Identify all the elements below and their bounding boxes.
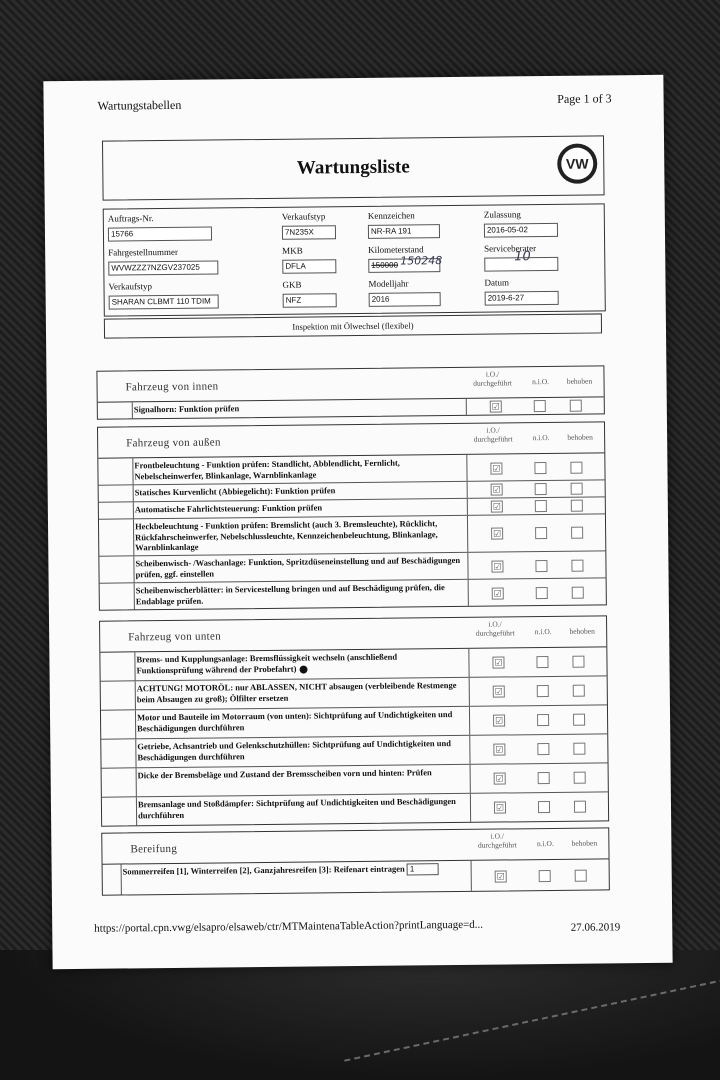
km-label: Kilometerstand xyxy=(368,244,424,255)
io-checkbox[interactable]: ☑ xyxy=(495,744,504,755)
io-checkbox[interactable]: ☑ xyxy=(492,501,501,512)
datum-field[interactable]: 2019-6-27 xyxy=(485,291,559,306)
col-behoben-header: behoben xyxy=(566,376,593,386)
col-io-header: i.O./ durchgeführt xyxy=(473,425,513,444)
modelljahr-field[interactable]: 2016 xyxy=(369,292,441,307)
gkb-field[interactable]: NFZ xyxy=(283,293,337,308)
zulassung-field[interactable]: 2016-05-02 xyxy=(484,223,558,238)
io-checkbox[interactable]: ☑ xyxy=(496,871,505,882)
nio-checkbox[interactable] xyxy=(535,527,547,539)
footer-url: https://portal.cpn.vwg/elsapro/elsaweb/ctr/MTMaintenaTableAction?printLanguage=d... xyxy=(94,918,484,935)
table-row: Bremsanlage und Stoßdämpfer: Sichtprüfung auf Undichtigkeiten und Beschädigungen durchführen ☑ xyxy=(102,792,608,825)
io-checkbox[interactable]: ☑ xyxy=(493,588,502,599)
header-left: Wartungstabellen xyxy=(97,97,182,113)
kennzeichen-field[interactable]: NR-RA 191 xyxy=(368,224,440,239)
col-nio-header: n.i.O. xyxy=(534,626,552,637)
section-underbody xyxy=(99,615,609,826)
section-tires xyxy=(101,827,610,895)
table-row: Sommerreifen [1], Winterreifen [2], Ganzjahresreifen [3]: Reifenart eintragen 1 ☑ xyxy=(103,859,609,894)
datum-label: Datum xyxy=(484,277,510,288)
behoben-checkbox[interactable] xyxy=(573,743,585,755)
fahrgestell-label: Fahrgestellnummer xyxy=(108,246,179,258)
section-exterior xyxy=(97,421,607,610)
nio-checkbox[interactable] xyxy=(536,587,548,599)
tire-type-input[interactable]: 1 xyxy=(407,863,439,875)
nio-checkbox[interactable] xyxy=(537,714,549,726)
footer-date: 27.06.2019 xyxy=(570,921,621,934)
fahrgestell-field[interactable]: WVWZZZ7NZGV237025 xyxy=(108,260,218,275)
page-title: Wartungsliste xyxy=(296,156,410,179)
table-row: Motor und Bauteile im Motorraum (von unten): Sichtprüfung auf Undichtigkeiten und Beschädigungen durchführen ☑ xyxy=(101,705,607,739)
behoben-checkbox[interactable] xyxy=(571,560,583,572)
table-row: Statisches Kurvenlicht (Abbiegelicht): Funktion prüfen ☑ xyxy=(99,480,605,502)
behoben-checkbox[interactable] xyxy=(573,714,585,726)
behoben-checkbox[interactable] xyxy=(572,587,584,599)
io-checkbox[interactable]: ☑ xyxy=(495,773,504,784)
behoben-checkbox[interactable] xyxy=(570,400,582,412)
io-checkbox[interactable]: ☑ xyxy=(494,715,504,726)
col-nio-header: n.i.O. xyxy=(532,376,550,387)
behoben-checkbox[interactable] xyxy=(571,500,583,512)
io-checkbox[interactable]: ☑ xyxy=(494,686,503,697)
km-field[interactable]: 150000 xyxy=(368,258,440,273)
car-seat-background xyxy=(0,950,720,1080)
nio-checkbox[interactable] xyxy=(534,462,546,474)
kennzeichen-label: Kennzeichen xyxy=(367,210,415,221)
behoben-checkbox[interactable] xyxy=(574,801,586,813)
vw-logo-icon: VW xyxy=(557,143,597,183)
behoben-checkbox[interactable] xyxy=(574,772,586,784)
behoben-checkbox[interactable] xyxy=(571,527,583,539)
nio-checkbox[interactable] xyxy=(538,801,550,813)
nio-checkbox[interactable] xyxy=(535,483,547,495)
io-checkbox[interactable]: ☑ xyxy=(491,401,500,412)
col-behoben-header: behoben xyxy=(571,838,598,848)
table-row: Getriebe, Achsantrieb und Gelenkschutzhüllen: Sichtprüfung auf Undichtigkeiten und Beschädigungen durchführen ☑ xyxy=(101,734,607,768)
table-row: Signalhorn: Funktion prüfen ☑ xyxy=(98,397,604,418)
behoben-checkbox[interactable] xyxy=(571,483,583,495)
mkb-field[interactable]: DFLA xyxy=(282,259,336,274)
behoben-checkbox[interactable] xyxy=(570,462,582,474)
gkb-label: GKB xyxy=(282,279,302,290)
nio-checkbox[interactable] xyxy=(538,772,550,784)
serviceberater-handwritten: 10 xyxy=(514,249,531,265)
col-nio-header: n.i.O. xyxy=(532,432,550,443)
nio-checkbox[interactable] xyxy=(535,500,547,512)
table-row: Automatische Fahrlichtsteuerung: Funktion prüfen ☑ xyxy=(99,497,605,519)
section-title: Bereifung xyxy=(130,842,178,856)
io-checkbox[interactable]: ☑ xyxy=(493,561,502,572)
section-title: Fahrzeug von innen xyxy=(125,380,219,394)
table-row: Scheibenwisch- /Waschanlage: Funktion, Spritzdüseneinstellung und auf Beschädigungen prüfen, ggf. einstellen ☑ xyxy=(99,551,605,583)
table-row: Heckbeleuchtung - Funktion prüfen: Bremslicht (auch 3. Bremsleuchte), Rücklicht, Rückfahrscheinwerfer, Nebelschlussleuchte, Kennzeichenbeleuchtung, Blinkanlage, Warnblinkanlage ☑ xyxy=(99,514,605,556)
nio-checkbox[interactable] xyxy=(539,870,551,882)
auftrags-nr-label: Auftrags-Nr. xyxy=(107,213,154,224)
title-box xyxy=(102,135,605,200)
behoben-checkbox[interactable] xyxy=(573,685,585,697)
inspection-type: Inspektion mit Ölwechsel (flexibel) xyxy=(104,313,602,338)
nio-checkbox[interactable] xyxy=(537,685,549,697)
behoben-checkbox[interactable] xyxy=(572,656,584,668)
nio-checkbox[interactable] xyxy=(535,560,547,572)
nio-checkbox[interactable] xyxy=(536,656,548,668)
page-indicator: Page 1 of 3 xyxy=(557,91,612,106)
io-checkbox[interactable]: ☑ xyxy=(495,802,505,813)
section-interior xyxy=(96,365,604,419)
verkaufstyp-field[interactable]: 7N235X xyxy=(282,225,336,240)
maintenance-sheet xyxy=(43,75,672,969)
col-io-header: i.O./ durchgeführt xyxy=(477,831,517,850)
table-row: Dicke der Bremsbeläge und Zustand der Bremsscheiben vorn und hinten: Prüfen ☑ xyxy=(102,763,608,797)
col-behoben-header: behoben xyxy=(569,626,595,636)
serviceberater-label: Serviceberater xyxy=(484,243,537,254)
km-handwritten: 150248 xyxy=(400,254,443,268)
io-checkbox[interactable]: ☑ xyxy=(492,484,501,495)
col-nio-header: n.i.O. xyxy=(536,838,554,849)
mkb-label: MKB xyxy=(282,245,303,256)
table-row: Brems- und Kupplungsanlage: Bremsflüssigkeit wechseln (anschließend Funktionsprüfung während der Probefahrt) ☑ xyxy=(100,647,606,681)
verkaufstyp-label: Verkaufstyp xyxy=(281,211,326,222)
table-row: ACHTUNG! MOTORÖL: nur ABLASSEN, NICHT absaugen (verbleibende Restmenge beim Absaugen zu groß); Ölfilter ersetzen ☑ xyxy=(101,676,607,710)
modelljahr-label: Modelljahr xyxy=(368,278,409,289)
io-checkbox[interactable]: ☑ xyxy=(493,528,502,539)
verkaufstyp2-label: Verkaufstyp xyxy=(108,281,153,292)
nio-checkbox[interactable] xyxy=(537,743,549,755)
behoben-checkbox[interactable] xyxy=(575,870,587,882)
io-checkbox[interactable]: ☑ xyxy=(492,463,501,474)
col-io-header: i.O./ durchgeführt xyxy=(475,619,515,638)
table-row: Scheibenwischerblätter: in Servicestellung bringen und auf Beschädigung prüfen, die Endablage prüfen. ☑ xyxy=(100,578,606,609)
info-dot-icon xyxy=(299,665,307,673)
col-io-header: i.O./ durchgeführt xyxy=(473,369,512,388)
section-title: Fahrzeug von außen xyxy=(126,436,221,450)
table-row: Frontbeleuchtung - Funktion prüfen: Standlicht, Abblendlicht, Fernlicht, Nebelscheinwerfer, Blinkanlage, Warnblinkanlage ☑ xyxy=(98,453,604,485)
col-behoben-header: behoben xyxy=(567,432,593,442)
zulassung-label: Zulassung xyxy=(483,209,521,220)
nio-checkbox[interactable] xyxy=(534,400,546,412)
vehicle-info xyxy=(103,203,606,316)
io-checkbox[interactable]: ☑ xyxy=(494,657,503,668)
section-title: Fahrzeug von unten xyxy=(128,630,222,644)
auftrags-nr-field[interactable]: 15766 xyxy=(108,227,212,242)
verkaufstyp2-field[interactable]: SHARAN CLBMT 110 TDIM xyxy=(109,294,219,309)
